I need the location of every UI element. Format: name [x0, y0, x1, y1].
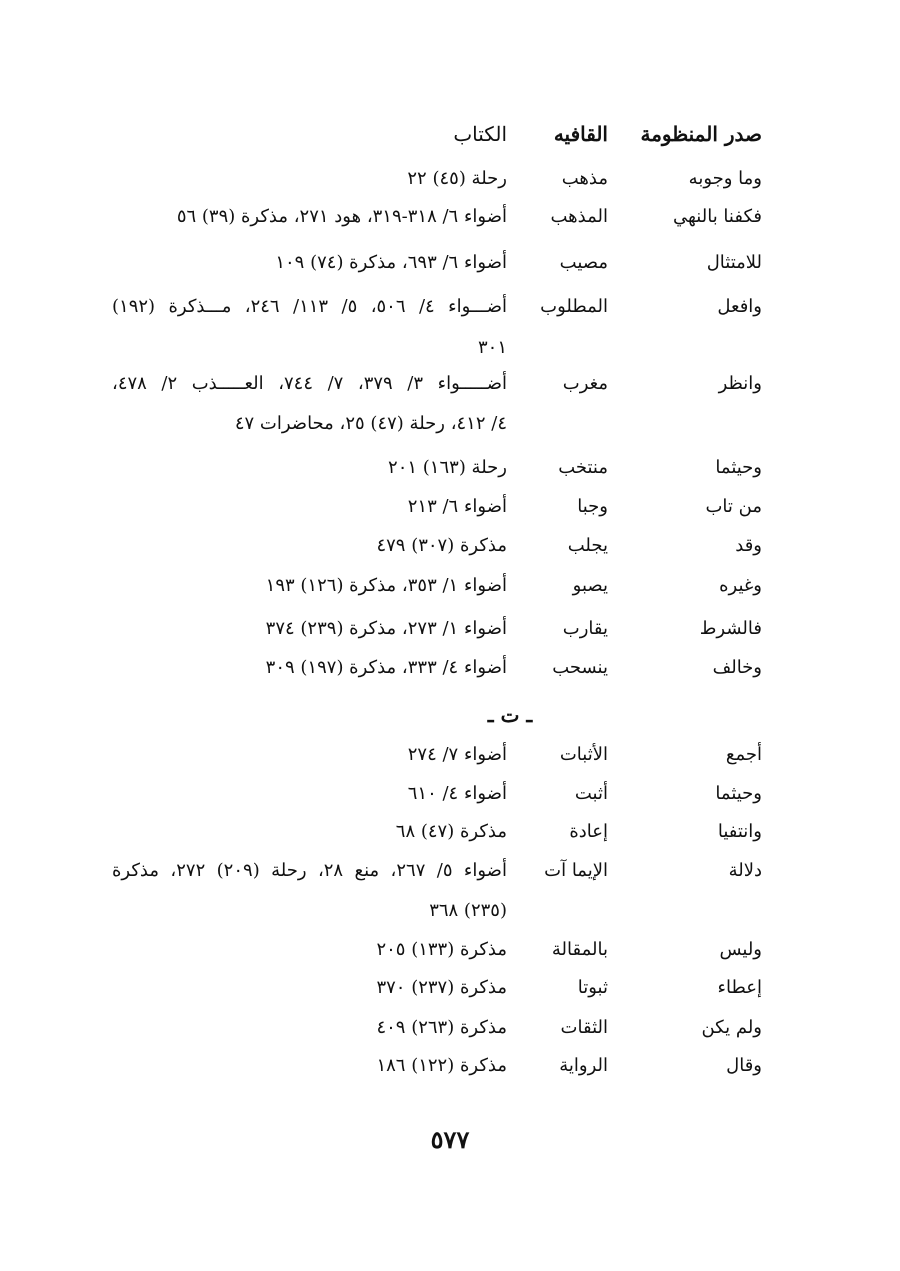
row-rhyme: بالمقالة [551, 939, 608, 960]
row-rhyme: وجبا [577, 496, 608, 517]
row-reference: أضواء ٥/ ٢٦٧، منع ٢٨، رحلة (٢٠٩) ٢٧٢، مذكرة [112, 860, 507, 881]
row-first-hemistich: وغيره [719, 575, 762, 596]
row-reference: أضـــواء ٤/ ٥٠٦، ٥/ ١١٣/ ٢٤٦، مـــذكرة (١٩٢) [112, 296, 507, 317]
row-reference: مذكرة (٢٣٧) ٣٧٠ [376, 977, 507, 998]
row-rhyme: الرواية [559, 1055, 608, 1076]
table-row-continuation [0, 328, 900, 368]
row-first-hemistich: وما وجوبه [688, 168, 762, 189]
table-row-continuation [0, 891, 900, 931]
row-first-hemistich: وحيثما [715, 783, 762, 804]
table-row [0, 930, 900, 970]
table-row [0, 197, 900, 237]
row-reference: مذكرة (١٢٢) ١٨٦ [376, 1055, 507, 1076]
row-reference: أضواء ٦/ ٦٩٣، مذكرة (٧٤) ١٠٩ [275, 252, 507, 273]
row-rhyme: إعادة [569, 821, 608, 842]
section-letter: ـ ت ـ [487, 703, 533, 727]
table-row [0, 648, 900, 688]
row-first-hemistich: وقال [726, 1055, 762, 1076]
page-number: ٥٧٧ [430, 1125, 470, 1154]
row-first-hemistich: وقد [735, 535, 762, 556]
table-row [0, 1008, 900, 1048]
table-row [0, 1046, 900, 1086]
row-reference-continued: ٣٠١ [477, 337, 507, 358]
row-first-hemistich: وانظر [718, 373, 762, 394]
row-first-hemistich: وخالف [712, 657, 762, 678]
header-rhyme: القافيه [553, 122, 608, 146]
row-first-hemistich: ولم يكن [701, 1017, 762, 1038]
row-reference-continued: ٤/ ٤١٢، رحلة (٤٧) ٢٥، محاضرات ٤٧ [234, 413, 507, 434]
row-first-hemistich: وافعل [717, 296, 762, 317]
row-first-hemistich: للامتثال [706, 252, 762, 273]
row-rhyme: مغرب [562, 373, 608, 394]
row-reference: أضواء ٤/ ٦١٠ [407, 783, 507, 804]
row-reference: مذكرة (٢٦٣) ٤٠٩ [376, 1017, 507, 1038]
row-reference-continued: (٢٣٥) ٣٦٨ [429, 900, 507, 921]
row-reference: أضواء ٧/ ٢٧٤ [407, 744, 507, 765]
table-row [0, 735, 900, 775]
header-first-hemistich: صدر المنظومة [640, 122, 762, 146]
row-rhyme: يقارب [562, 618, 608, 639]
row-rhyme: الثقات [560, 1017, 608, 1038]
row-rhyme: الأثبات [559, 744, 608, 765]
table-row [0, 812, 900, 852]
table-row [0, 774, 900, 814]
row-rhyme: منتخب [558, 457, 608, 478]
row-reference: مذكرة (٣٠٧) ٤٧٩ [376, 535, 507, 556]
header-book: الكتاب [453, 122, 507, 146]
row-rhyme: المذهب [550, 206, 608, 227]
row-rhyme: مصيب [559, 252, 608, 273]
row-rhyme: الإيما آت [544, 860, 608, 881]
row-rhyme: مذهب [561, 168, 608, 189]
row-rhyme: ثبوتا [577, 977, 608, 998]
row-reference: رحلة (١٦٣) ٢٠١ [388, 457, 507, 478]
table-row [0, 448, 900, 488]
table-row [0, 364, 900, 404]
row-reference: أضـــــواء ٣/ ٣٧٩، ٧/ ٧٤٤، العـــــذب ٢/ ٤٧٨، [112, 373, 508, 394]
row-reference: أضواء ٦/ ٢١٣ [407, 496, 507, 517]
table-row [0, 968, 900, 1008]
section-letter-heading [0, 695, 900, 735]
row-rhyme: المطلوب [540, 296, 608, 317]
row-rhyme: يجلب [567, 535, 608, 556]
table-row [0, 487, 900, 527]
row-rhyme: يصبو [572, 575, 608, 596]
row-first-hemistich: فالشرط [699, 618, 762, 639]
table-row [0, 526, 900, 566]
row-first-hemistich: دلالة [728, 860, 762, 881]
row-first-hemistich: وحيثما [715, 457, 762, 478]
table-row [0, 159, 900, 199]
row-first-hemistich: أجمع [725, 744, 762, 765]
table-row [0, 609, 900, 649]
row-reference: مذكرة (٤٧) ٦٨ [395, 821, 507, 842]
table-row [0, 566, 900, 606]
row-first-hemistich: فكفنا بالنهي [673, 206, 762, 227]
row-reference: رحلة (٤٥) ٢٢ [407, 168, 507, 189]
row-reference: أضواء ١/ ٣٥٣، مذكرة (١٢٦) ١٩٣ [265, 575, 507, 596]
table-row [0, 851, 900, 891]
row-first-hemistich: وانتفيا [717, 821, 762, 842]
table-row [0, 243, 900, 283]
row-reference: أضواء ١/ ٢٧٣، مذكرة (٢٣٩) ٣٧٤ [265, 618, 507, 639]
table-row-continuation [0, 404, 900, 444]
row-first-hemistich: إعطاء [717, 977, 762, 998]
row-reference: أضواء ٤/ ٣٣٣، مذكرة (١٩٧) ٣٠٩ [265, 657, 507, 678]
table-row [0, 287, 900, 327]
row-rhyme: ينسحب [552, 657, 608, 678]
row-first-hemistich: وليس [719, 939, 762, 960]
row-rhyme: أثبت [574, 783, 608, 804]
table-header [0, 114, 900, 154]
row-reference: أضواء ٦/ ٣١٨-٣١٩، هود ٢٧١، مذكرة (٣٩) ٥٦ [176, 206, 507, 227]
row-first-hemistich: من تاب [705, 496, 762, 517]
row-reference: مذكرة (١٣٣) ٢٠٥ [376, 939, 507, 960]
